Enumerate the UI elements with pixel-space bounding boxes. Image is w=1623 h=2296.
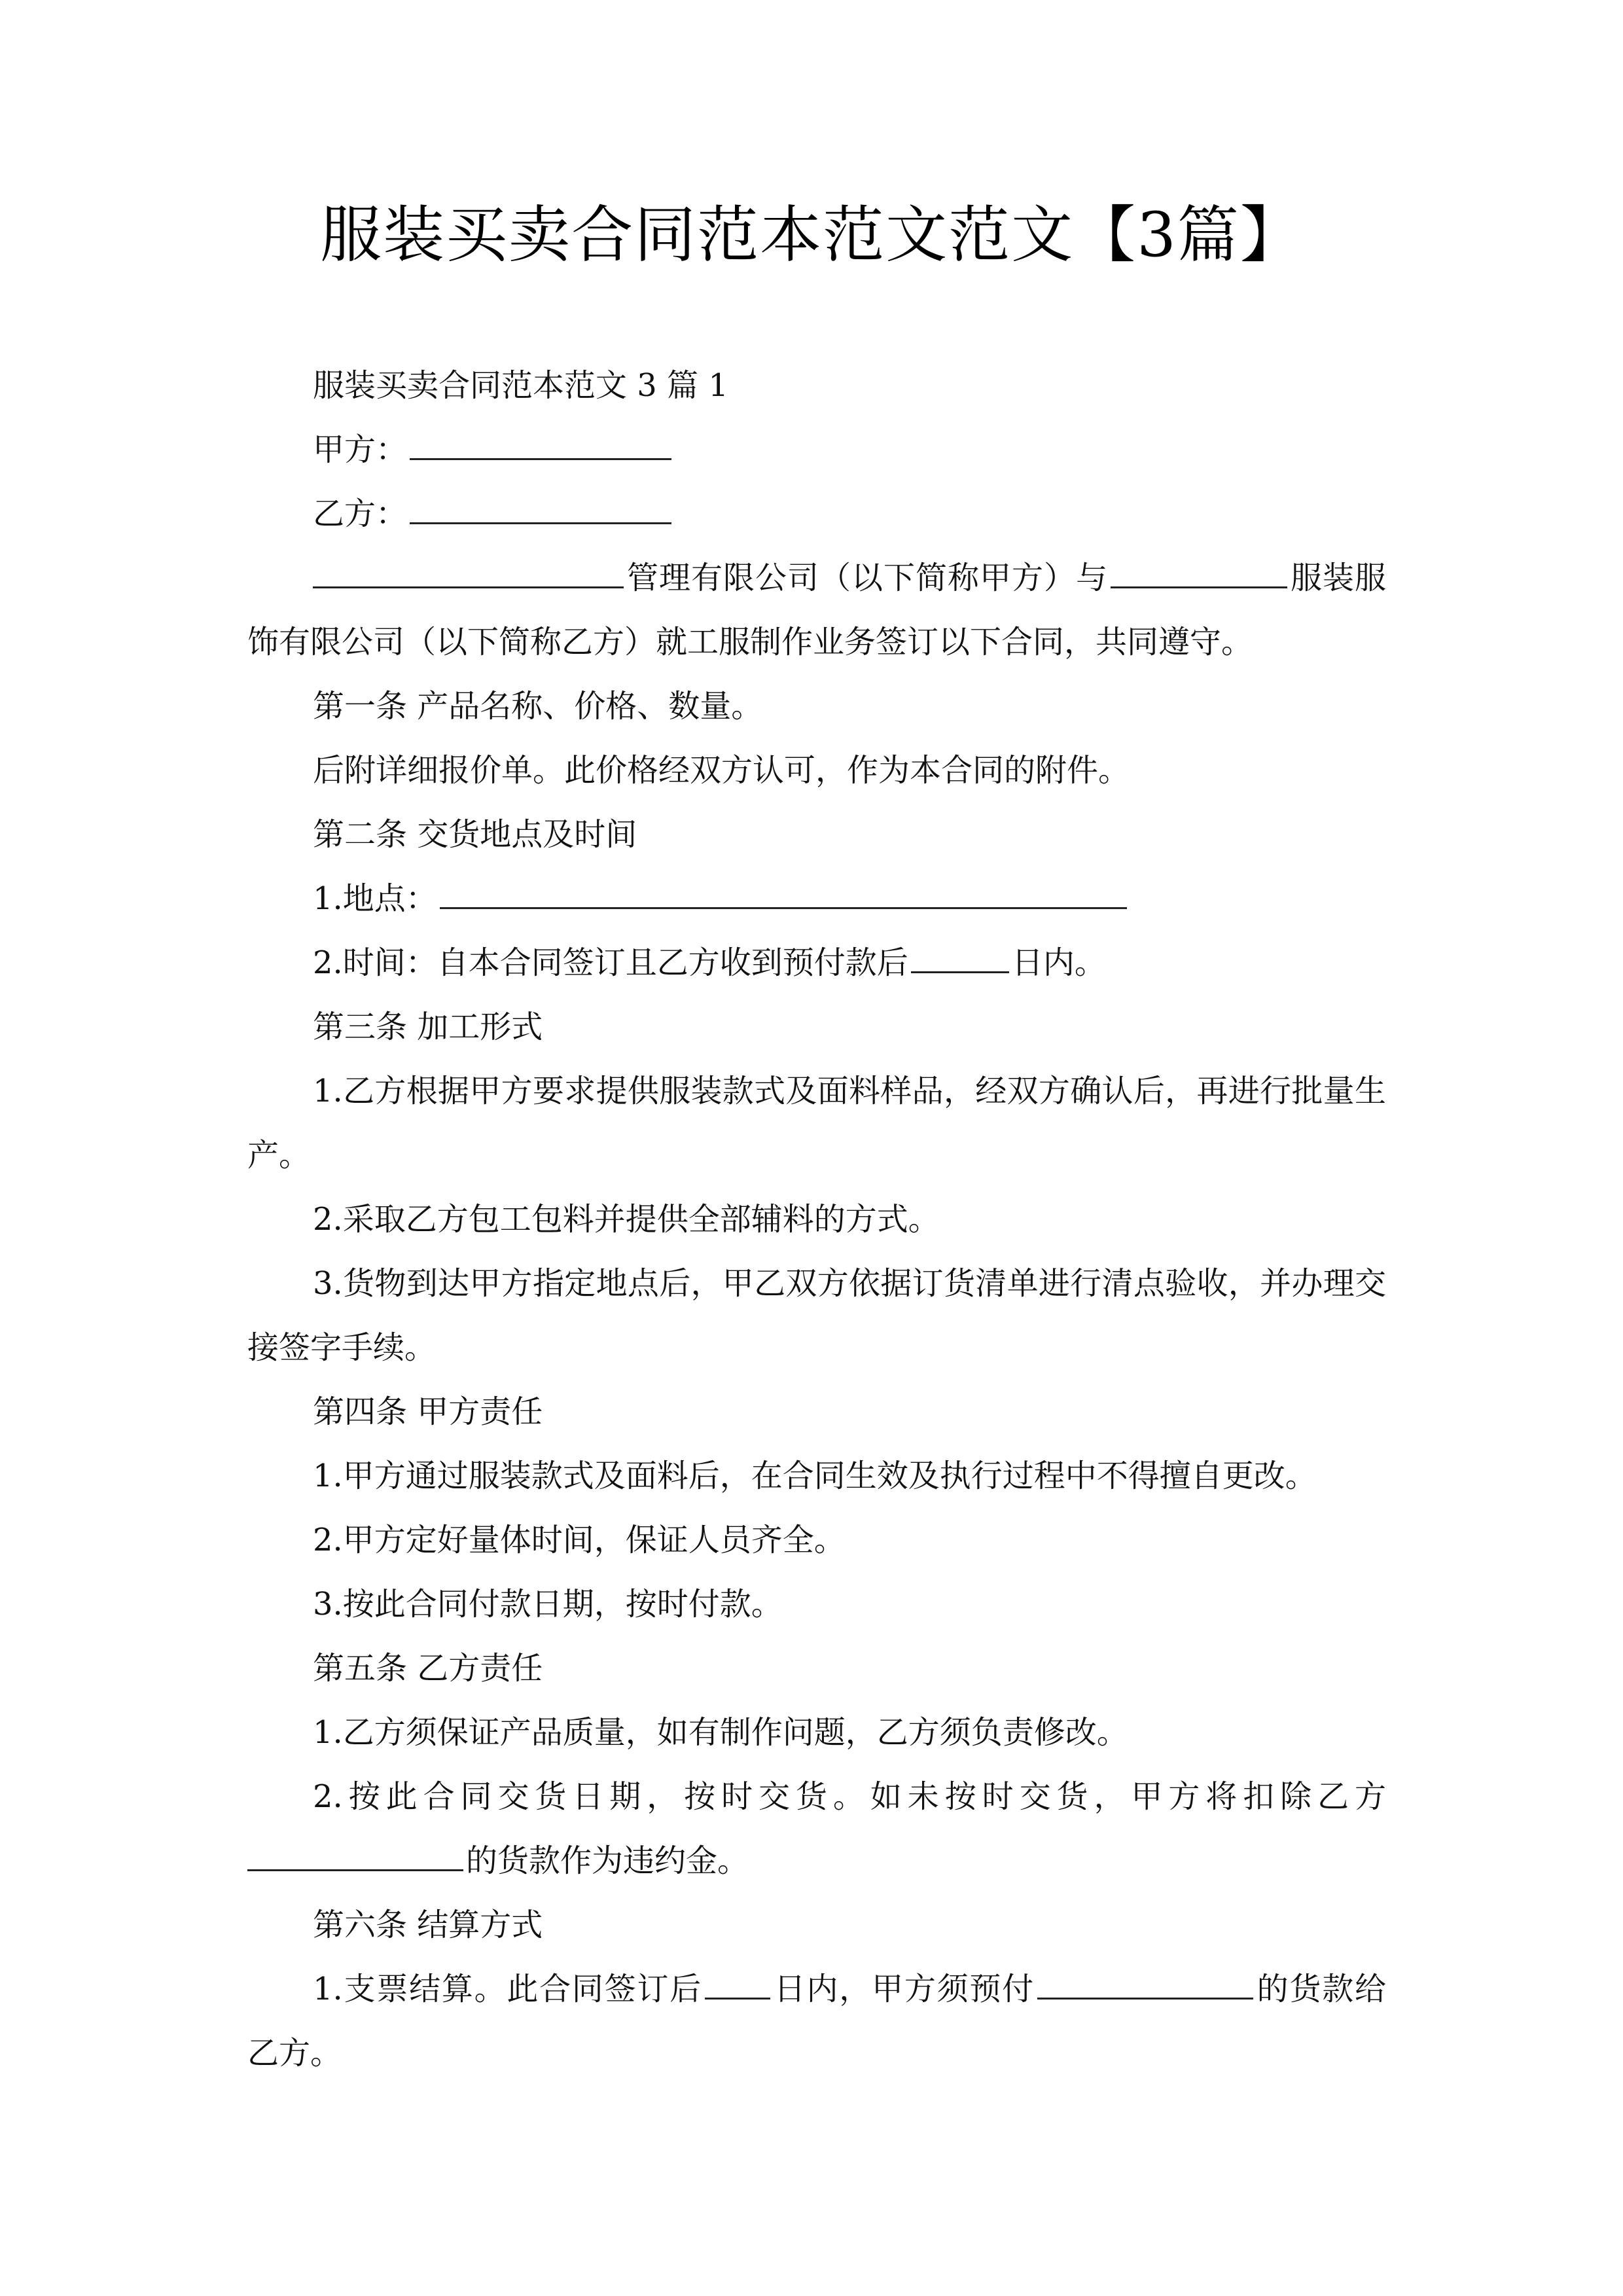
article-4-item-2: 2.甲方定好量体时间，保证人员齐全。: [313, 1522, 846, 1558]
settlement-text-middle: 日内，甲方须预付: [773, 1971, 1035, 2007]
article-3-item-1: 1.乙方根据甲方要求提供服装款式及面料样品，经双方确认后，再进行批量生产。: [247, 1073, 1386, 1174]
penalty-text-before: 2.按此合同交货日期，按时交货。如未按时交货，甲方将扣除乙方: [313, 1778, 1386, 1815]
time-text-before: 2.时间：自本合同签订且乙方收到预付款后: [313, 944, 908, 981]
intro-text-1: 管理有限公司（以下简称甲方）与: [626, 560, 1108, 596]
place-blank[interactable]: [440, 873, 1127, 909]
company-b-blank[interactable]: [1111, 552, 1287, 588]
article-5-item-1: 1.乙方须保证产品质量，如有制作问题，乙方须负责修改。: [313, 1714, 1128, 1751]
article-4-item-3: 3.按此合同付款日期，按时付款。: [313, 1586, 783, 1623]
document-subtitle: 服装买卖合同范本范文 3 篇 1: [313, 367, 728, 404]
settlement-text-before: 1.支票结算。此合同签订后: [313, 1971, 702, 2007]
party-b-line: [247, 482, 1386, 546]
prepay-amount-blank[interactable]: [1037, 1964, 1253, 2000]
article-3-heading: 第三条 加工形式: [313, 1009, 543, 1045]
article-2-heading: 第二条 交货地点及时间: [313, 816, 637, 853]
place-label: 1.地点：: [313, 880, 437, 917]
article-6-heading: 第六条 结算方式: [313, 1907, 543, 1943]
penalty-text-after: 的货款作为违约金。: [466, 1842, 749, 1879]
party-a-blank[interactable]: [410, 424, 671, 460]
company-a-blank[interactable]: [313, 552, 624, 588]
article-5-item-2: [247, 1765, 1386, 1893]
article-4-item-1: 1.甲方通过服装款式及面料后，在合同生效及执行过程中不得擅自更改。: [313, 1458, 1317, 1494]
intro-paragraph: [247, 546, 1386, 674]
article-5-heading: 第五条 乙方责任: [313, 1650, 543, 1687]
penalty-blank[interactable]: [247, 1835, 463, 1871]
time-text-after: 日内。: [1011, 944, 1106, 981]
article-1-heading: 第一条 产品名称、价格、数量。: [313, 688, 763, 725]
article-3-item-2: 2.采取乙方包工包料并提供全部辅料的方式。: [313, 1201, 940, 1238]
party-b-label: 乙方：: [313, 495, 408, 532]
article-1-item-1: 后附详细报价单。此价格经双方认可，作为本合同的附件。: [313, 752, 1130, 789]
days-blank[interactable]: [911, 937, 1009, 973]
settlement-days-blank[interactable]: [705, 1964, 770, 2000]
document-title: 服装买卖合同范本范文范文【3篇】: [320, 200, 1303, 271]
article-6-item-1: [247, 1957, 1386, 2085]
article-2-item-1: [247, 867, 1386, 931]
party-a-line: [247, 418, 1386, 482]
party-a-label: 甲方：: [313, 431, 408, 468]
article-3-item-3: 3.货物到达甲方指定地点后，甲乙双方依据订货清单进行清点验收，并办理交接签字手续。: [247, 1265, 1386, 1366]
party-b-blank[interactable]: [410, 488, 671, 524]
article-2-item-2: [247, 931, 1386, 995]
document-body: [247, 353, 1386, 2085]
intro-text-2: 服装服饰有限公司（以下简称乙方）就工服制作业务签订以下合同，共同遵守。: [247, 560, 1386, 660]
settlement-text-after: 的货款给乙方。: [247, 1971, 1386, 2072]
article-4-heading: 第四条 甲方责任: [313, 1393, 543, 1430]
